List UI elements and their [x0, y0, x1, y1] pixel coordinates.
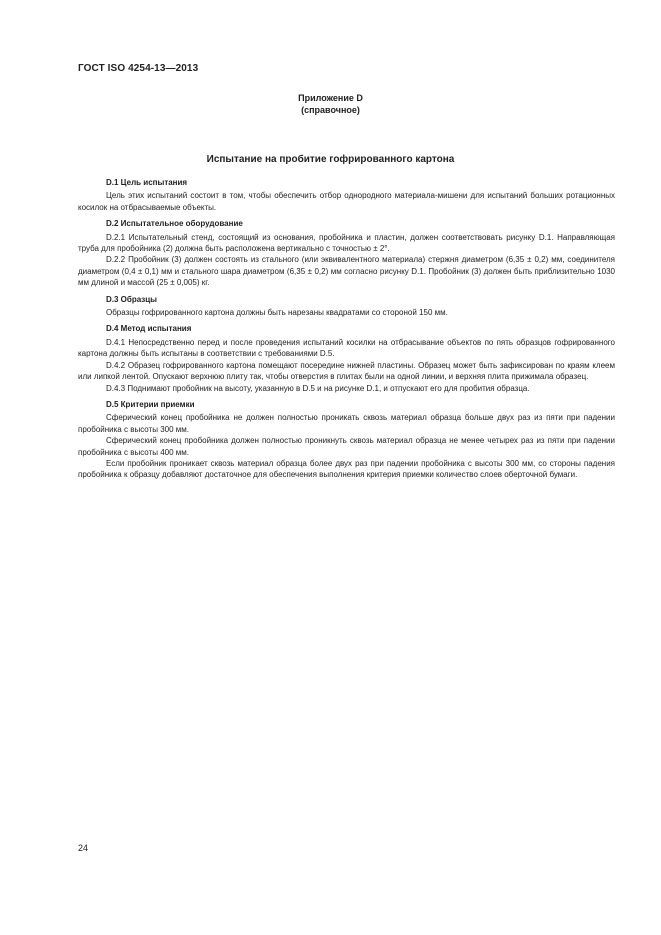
appendix-note: (справочное)	[301, 105, 360, 115]
section-heading-d1: D.1 Цель испытания	[106, 178, 188, 187]
document-body	[78, 177, 615, 481]
section-heading-d2: D.2 Испытательное оборудование	[106, 219, 243, 229]
section-d5-paragraph-1: Сферический конец пробойника не должен полностью проникать сквозь материал образца больше двух раз из пяти при падении пробойника с высоты 300 мм.	[78, 413, 615, 434]
standard-header: ГОСТ ISO 4254-13—2013	[78, 63, 199, 74]
section-d4-paragraph-2: D.4.2 Образец гофрированного картона помещают посередине нижней пластины. Образец может быть зафиксирован по краям клеем или липкой лентой. Опускают верхнюю плиту так, чтобы отверстия в плитах были на одной линии, и верхняя плита прижимала образец.	[78, 360, 615, 382]
section-d5-paragraph-2: Сферический конец пробойника должен полностью проникнуть сквозь материал образца не менее четырех раз из пяти при падении пробойника с высоты 400 мм.	[78, 436, 615, 457]
section-heading-d3: D.3 Образцы	[106, 294, 157, 304]
section-d4-paragraph-3: D.4.3 Поднимают пробойник на высоту, указанную в D.5 и на рисунке D.1, и отпускают его для пробития образца.	[106, 383, 530, 393]
section-heading-d4: D.4 Метод испытания	[106, 324, 192, 334]
section-d1-paragraph: Цель этих испытаний состоит в том, чтобы обеспечить отбор однородного материала-мишени для испытаний больших ротационных косилок на отбрасываемые объекты.	[78, 191, 615, 212]
section-heading-d5: D.5 Критерии приемки	[106, 399, 195, 409]
document-title: Испытание на пробитие гофрированного картона	[206, 154, 455, 165]
section-d3-paragraph: Образцы гофрированного картона должны быть нарезаны квадратами со стороной 150 мм.	[106, 308, 448, 318]
section-d4-paragraph-1: D.4.1 Непосредственно перед и после проведения испытаний косилки на отбрасывание объектов по пять образцов гофрированного картона должны быть испытаны в соответствии с требованиями D.5.	[78, 337, 615, 359]
page-number: 24	[78, 843, 89, 853]
section-d5-paragraph-3: Если пробойник проникает сквозь материал образца более двух раз при падении пробойника с высоты 300 мм, со стороны падения пробойника к образцу добавляют достаточное для обеспечения выполнения критерия приемки количество слоев оберточной бумаги.	[78, 458, 615, 480]
section-d2-paragraph-2: D.2.2 Пробойник (3) должен состоять из стального (или эквивалентного материала) стержня диаметром (6,35 ± 0,2) мм, соединителя диаметром (0,4 ± 0,1) мм и стального шара диаметром (6,35 ± 0,2) мм согласно рисунку D.1. Пробойник (3) должен быть приблизительно 1030 мм длиной и массой (25 ± 0,005) кг.	[78, 255, 615, 288]
section-d2-paragraph-1: D.2.1 Испытательный стенд, состоящий из основания, пробойника и пластин, должен соответствовать рисунку D.1. Направляющая труба для пробойника (2) должна быть расположена вертикально с точностью ± 2°.	[78, 232, 615, 254]
appendix-title: Приложение D	[298, 93, 363, 103]
